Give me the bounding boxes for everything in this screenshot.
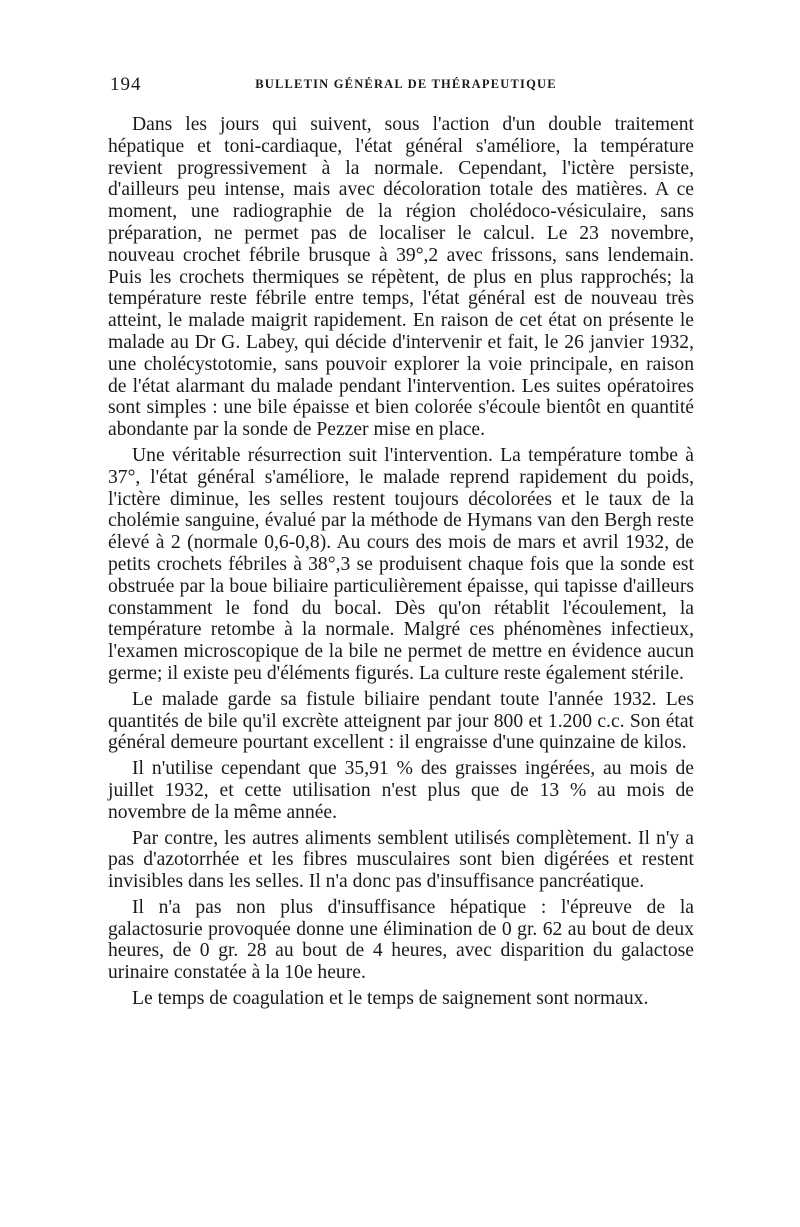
body-text [108,114,694,1010]
page-number: 194 [110,74,142,95]
paragraph: Une véritable résurrection suit l'intervention. La température tombe à 37°, l'état général s'améliore, le malade reprend rapidement du poids, l'ictère diminue, les selles restent toujours décolorées et le taux de la cholémie sanguine, évalué par la méthode de Hymans van den Bergh reste élevé à 2 (normale 0,6-0,8). Au cours des mois de mars et avril 1932, de petits crochets fébriles à 38°,3 se produisent chaque fois que la sonde est obstruée par la boue biliaire particulièrement épaisse, qui tapisse d'ailleurs constamment le fond du bocal. Dès qu'on rétablit l'écoulement, la température retombe à la normale. Malgré ces phénomènes infectieux, l'examen microscopique de la bile ne permet de mettre en évidence aucun germe; il existe peu d'éléments figurés. La culture reste également stérile. [108,444,694,684]
paragraph: Par contre, les autres aliments semblent utilisés complètement. Il n'y a pas d'azotorrhée et les fibres musculaires sont bien digérées et restent invisibles dans les selles. Il n'a donc pas d'insuffisance pancréatique. [108,827,694,893]
paragraph: Le malade garde sa fistule biliaire pendant toute l'année 1932. Les quantités de bile qu'il excrète atteignent par jour 800 et 1.200 c.c. Son état général demeure pourtant excellent : il engraisse d'une quinzaine de kilos. [108,688,694,754]
paragraph: Le temps de coagulation et le temps de saignement sont normaux. [132,988,649,1010]
paragraph: Il n'a pas non plus d'insuffisance hépatique : l'épreuve de la galactosurie provoquée donne une élimination de 0 gr. 62 au bout de deux heures, de 0 gr. 28 au bout de 4 heures, avec disparition du galactose urinaire constatée à la 10e heure. [108,896,694,984]
paragraph: Dans les jours qui suivent, sous l'action d'un double traitement hépatique et toni-cardiaque, l'état général s'améliore, la température revient progressivement à la normale. Cependant, l'ictère persiste, d'ailleurs peu intense, mais avec décoloration totale des matières. A ce moment, une radiographie de la région cholédoco-vésiculaire, sans préparation, ne permet pas de localiser le calcul. Le 23 novembre, nouveau crochet fébrile brusque à 39°,2 avec frissons, sans lendemain. Puis les crochets thermiques se répètent, de plus en plus rapprochés; la température reste fébrile entre temps, l'état général est de nouveau très atteint, le malade maigrit rapidement. En raison de cet état on présente le malade au Dr G. Labey, qui décide d'intervenir et fait, le 26 janvier 1932, une cholécystotomie, sans pouvoir explorer la voie principale, en raison de l'état alarmant du malade pendant l'intervention. Les suites opératoires sont simples : une bile épaisse et bien colorée s'écoule bientôt en quantité abondante par la sonde de Pezzer mise en place. [108,114,694,441]
running-head [110,74,702,98]
paragraph: Il n'utilise cependant que 35,91 % des graisses ingérées, au mois de juillet 1932, et cette utilisation n'est plus que de 13 % au mois de novembre de la même année. [108,758,694,823]
journal-title: BULLETIN GÉNÉRAL DE THÉRAPEUTIQUE [255,77,557,91]
